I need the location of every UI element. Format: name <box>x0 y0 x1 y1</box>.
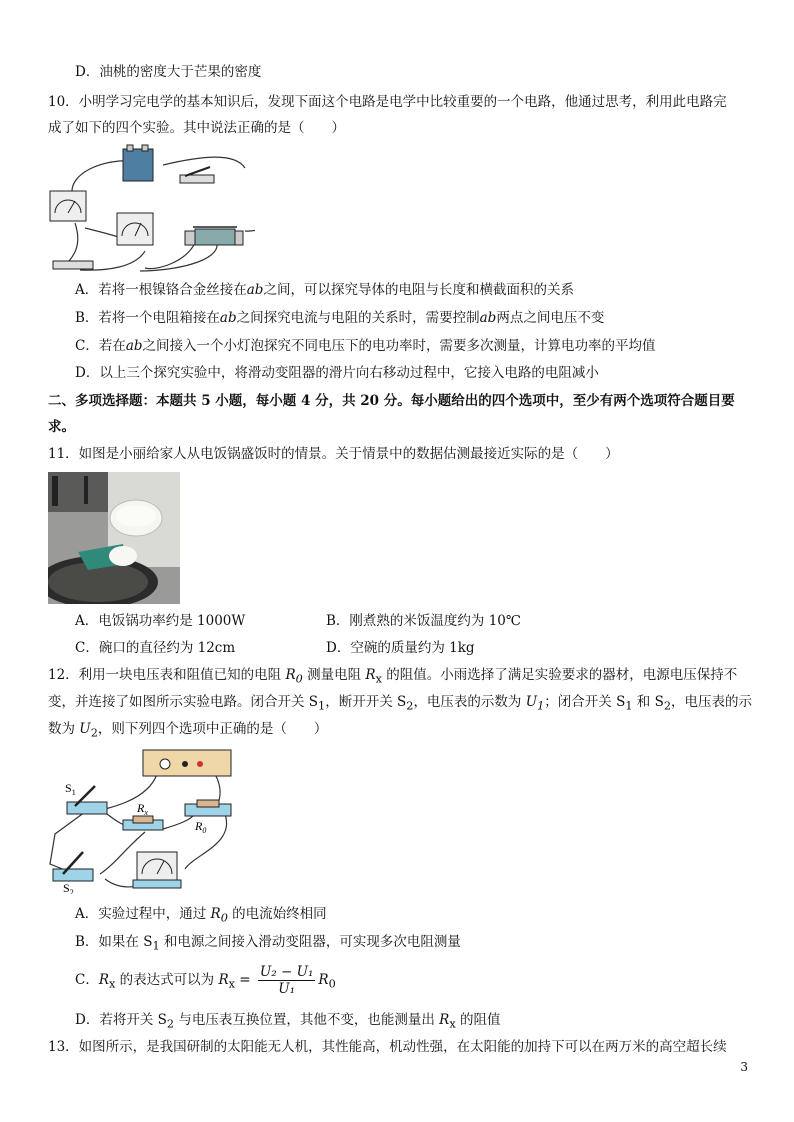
voltmeter-icon <box>133 852 181 888</box>
q11-option-c: C．碗口的直径约为 12cm <box>75 640 236 656</box>
q10-option-a: A．若将一根镍铬合金丝接在ab之间，可以探究导体的电阻与长度和横截面积的关系 <box>75 282 574 298</box>
q10-option-d: D．以上三个探究实验中，将滑动变阻器的滑片向右移动过程中，它接入电路的电阻减小 <box>75 365 599 381</box>
q10-circuit-figure <box>45 143 255 278</box>
q10-option-b: B．若将一个电阻箱接在ab之间探究电流与电阻的关系时，需要控制ab两点之间电压不变 <box>75 310 605 326</box>
rx-formula-fraction: $\frac{\text{U₂ − U₁}}{\text{U₁}}$ <box>259 964 314 997</box>
q10-stem-line1: 10．小明学习完电学的基本知识后，发现下面这个电路是电学中比较重要的一个电路，他通过思考，利用此电路完 <box>48 94 727 110</box>
label-rx: $R_x$ <box>137 801 148 817</box>
resistor-rx-icon <box>123 816 163 830</box>
q12-stem-line1: 12．利用一块电压表和阻值已知的电阻 $R_0$ 测量电阻 $R_x$ 的阻值。小雨选择了满足实验要求的器材，电源电压保持不 <box>48 667 738 686</box>
q12-stem-line2: 变，并连接了如图所示实验电路。闭合开关 $S_1$，断开开关 $S_2$，电压表的示数为 $U_1$；闭合开关 $S_1$ 和 $S_2$，电压表的示 <box>48 694 753 713</box>
section2-heading-line2: 求。 <box>48 419 75 435</box>
q11-stem: 11．如图是小丽给家人从电饭锅盛饭时的情景。关于情景中的数据估测最接近实际的是（ ） <box>48 446 619 462</box>
q12-option-d: D．若将开关 $S_2$ 与电压表互换位置，其他不变，也能测量出 $R_x$ 的阻值 <box>75 1012 501 1031</box>
section2-heading-line1: 二、多项选择题：本题共 5 小题，每小题 4 分，共 20 分。每小题给出的四个选项中，至少有两个选项符合题目要 <box>48 393 735 409</box>
q11-option-d: D．空碗的质量约为 1kg <box>326 640 475 656</box>
page-number: 3 <box>740 1060 748 1074</box>
label-r0: $R_0$ <box>195 819 207 835</box>
battery-icon <box>123 145 153 181</box>
q12-option-b: B．如果在 $S_1$ 和电源之间接入滑动变阻器，可实现多次电阻测量 <box>75 934 461 953</box>
q10-option-c: C．若在ab之间接入一个小灯泡探究不同电压下的电功率时，需要多次测量，计算电功率的平均值 <box>75 338 656 354</box>
label-s1: $S_1$ <box>65 781 76 797</box>
q13-stem: 13．如图所示，是我国研制的太阳能无人机，其性能高，机动性强，在太阳能的加持下可以在两万米的高空超长续 <box>48 1039 727 1055</box>
q11-rice-photo <box>48 472 180 604</box>
q12-circuit-figure <box>45 744 245 894</box>
terminals-icon <box>53 261 93 269</box>
q12-option-a: A．实验过程中，通过 $R_0$ 的电流始终相同 <box>75 906 327 925</box>
q11-option-b: B．刚煮熟的米饭温度约为 10℃ <box>326 613 521 629</box>
ammeter-icon <box>50 191 86 221</box>
switch-s2-icon <box>53 852 93 881</box>
q12-stem-line3: 数为 $U_2$，则下列四个选项中正确的是（ ） <box>48 721 328 740</box>
q11-option-a: A．电饭锅功率约是 1000W <box>75 613 246 629</box>
voltmeter-icon <box>117 213 153 245</box>
label-s2: $S_2$ <box>63 881 74 894</box>
rheostat-icon <box>185 227 243 245</box>
q9-option-d: D．油桃的密度大于芒果的密度 <box>75 64 262 80</box>
power-supply-icon <box>143 750 231 776</box>
switch-icon <box>180 167 214 183</box>
resistor-r0-icon <box>185 800 231 816</box>
q12-option-c: C．$R_x$ 的表达式可以为 $R_x$ = $\frac{\text{U₂ − U₁}}{\text{U₁}}$ $R_0$ <box>75 964 336 997</box>
q10-stem-line2: 成了如下的四个实验。其中说法正确的是（ ） <box>48 120 345 136</box>
